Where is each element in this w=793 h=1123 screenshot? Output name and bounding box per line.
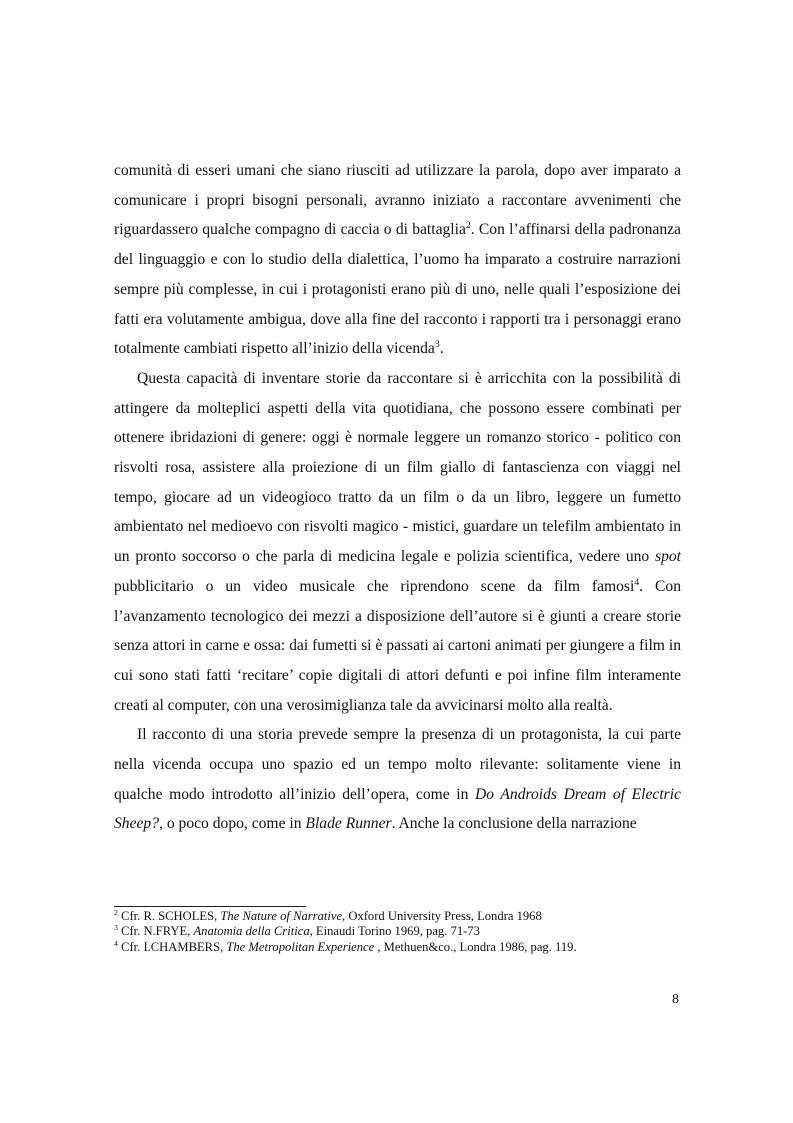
- italic-text: Anatomia della Critica: [193, 924, 310, 939]
- italic-text: Blade Runner: [305, 815, 392, 833]
- footnote-2: [114, 909, 681, 924]
- footnote-3: [114, 924, 681, 939]
- footnote-ref: 2: [114, 907, 118, 917]
- italic-text: The Metropolitan Experience: [226, 939, 375, 954]
- italic-text: Do Androids Dream of Electric Sheep?: [114, 785, 681, 833]
- text-run: , o poco dopo, come in: [159, 815, 306, 833]
- text-run: .: [439, 340, 444, 358]
- text-run: pubblicitario o un video musicale che riprendono scene da film famosi: [114, 577, 635, 595]
- footnote-ref: 3: [114, 923, 118, 933]
- footnotes: [114, 909, 681, 955]
- text-run: , Methuen&co., Londra 1986, pag. 119.: [374, 939, 577, 954]
- text-run: , Einaudi Torino 1969, pag. 71-73: [309, 924, 480, 939]
- footnote-ref: 3: [434, 339, 440, 351]
- text-run: . Con l’affinarsi della padronanza del linguaggio e con lo studio della dialettica, l’uomo ha imparato a costruire narrazioni sempre più complesse, in cui i protagonisti erano più di uno, nelle quali l’esposizione dei fatti era volutamente ambigua, dove alla fine del racconto i rapporti tra i personaggi erano totalmente cambiati rispetto all’inizio della vicenda: [114, 221, 681, 358]
- italic-text: spot: [655, 548, 681, 566]
- paragraph-2: [114, 364, 681, 720]
- paragraph-3: [114, 720, 681, 839]
- paragraph-1: [114, 156, 681, 364]
- footnote-ref: 4: [634, 576, 640, 588]
- text-run: comunità di esseri umani che siano riusciti ad utilizzare la parola, dopo aver imparato a comunicare i propri bisogni personali, avranno iniziato a raccontare avvenimenti che riguardassero qualche compagno di caccia o di battaglia: [114, 162, 681, 239]
- page-number: 8: [672, 992, 679, 1007]
- text-run: Cfr. I.CHAMBERS,: [117, 939, 227, 954]
- footnote-ref: 4: [114, 938, 118, 948]
- text-run: Il racconto di una storia prevede sempre la presenza di un protagonista, la cui parte nella vicenda occupa uno spazio ed un tempo molto rilevante: solitamente viene in qualche modo introdotto all’inizio dell’opera, come in: [114, 726, 681, 803]
- footnote-ref: 2: [465, 220, 471, 232]
- text-run: . Anche la conclusione della narrazione: [391, 815, 637, 833]
- footnote-separator: [114, 906, 306, 907]
- text-run: , Oxford University Press, Londra 1968: [342, 909, 542, 923]
- text-run: Cfr. R. SCHOLES,: [117, 909, 221, 923]
- text-run: . Con l’avanzamento tecnologico dei mezzi a disposizione dell’autore si è giunti a creare storie senza attori in carne e ossa: dai fumetti si è passati ai cartoni animati per giungere a film in cui sono stati fatti ‘recitare’ copie digitali di attori defunti e poi infine film interamente creati al computer, con una verosimiglianza tale da avvicinarsi molto alla realtà.: [114, 577, 682, 714]
- footnote-4: [114, 940, 681, 955]
- italic-text: The Nature of Narrative: [220, 909, 343, 923]
- text-run: Questa capacità di inventare storie da raccontare si è arricchita con la possibilità di attingere da molteplici aspetti della vita quotidiana, che possono essere combinati per ottenere ibridazioni di genere: oggi è normale leggere un romanzo storico - politico con risvolti rosa, assistere alla proiezione di un film giallo di fantascienza con viaggi nel tempo, giocare ad un videogioco tratto da un film o da un libro, leggere un fumetto ambientato nel medioevo con risvolti magico - mistici, guardare un telefilm ambientato in un pronto soccorso o che parla di medicina legale e polizia scientifica, vedere uno: [114, 369, 681, 566]
- text-run: Cfr. N.FRYE,: [117, 924, 194, 939]
- body-text: [114, 156, 681, 839]
